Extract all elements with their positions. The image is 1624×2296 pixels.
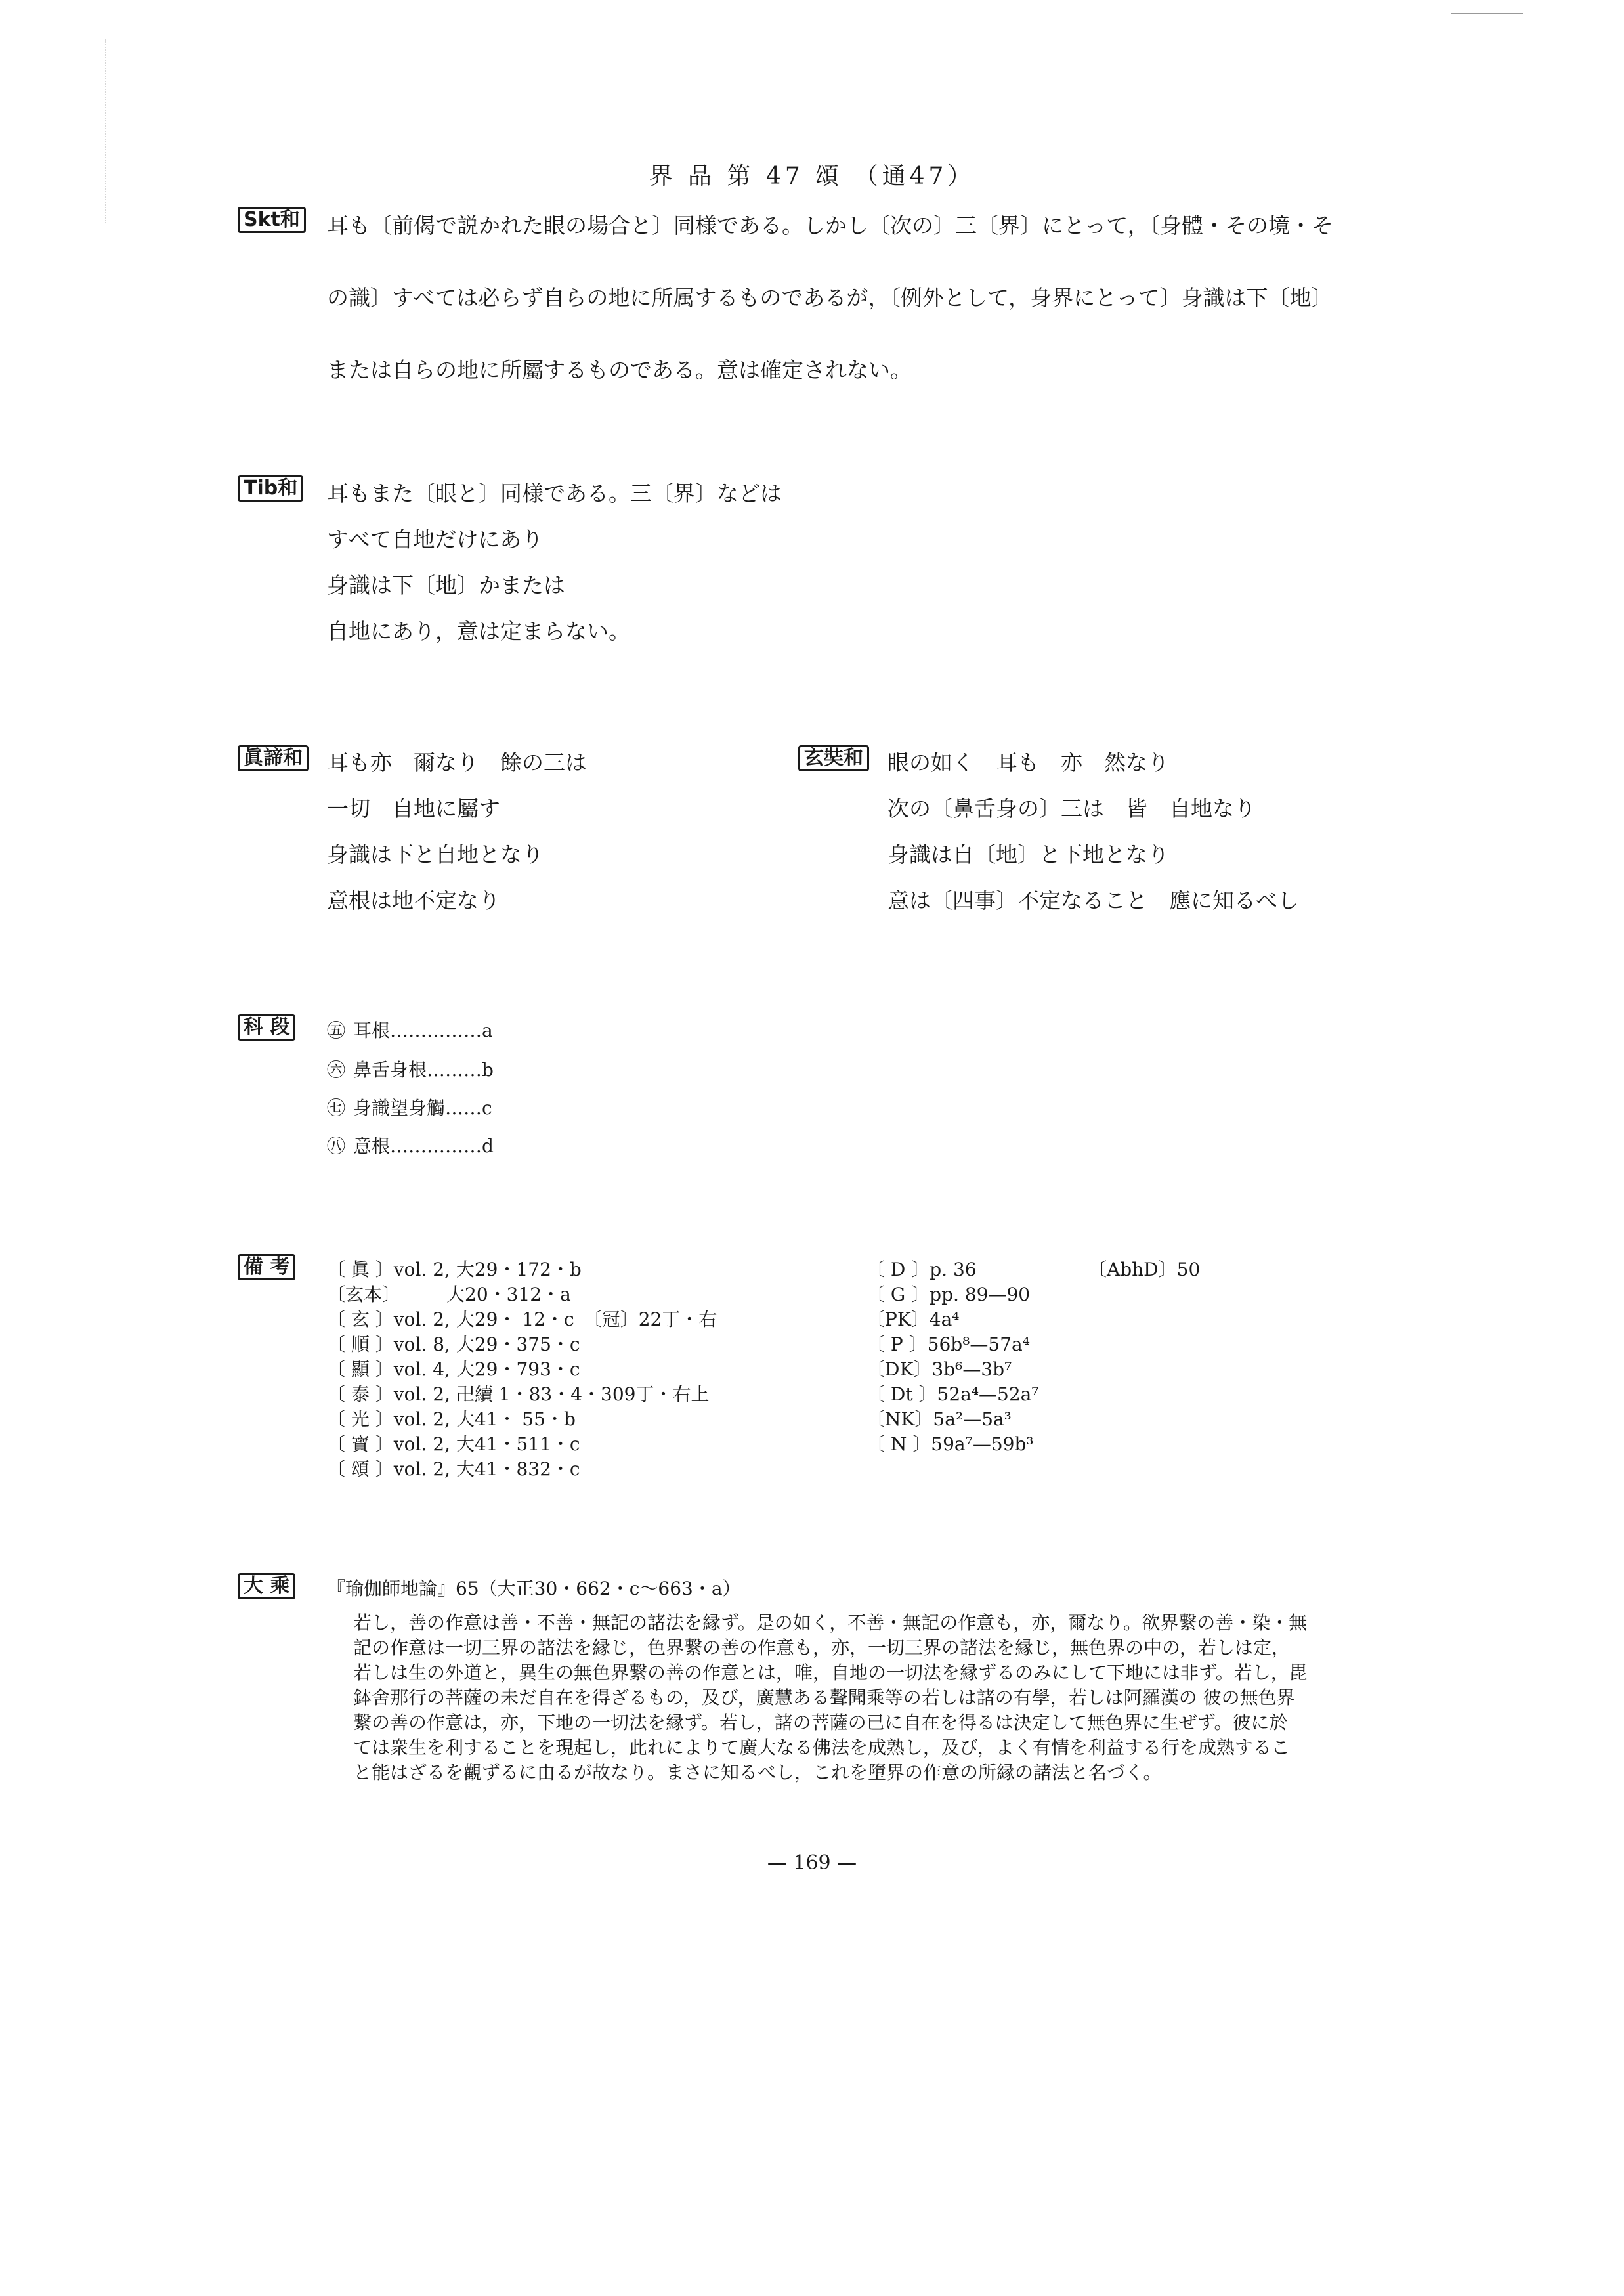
- kadan-item: [327, 1132, 494, 1158]
- xuanzang-line: 眼の如く 耳も 亦 然なり: [887, 750, 1169, 775]
- biko-left-item: 〔 玄 〕vol. 2, 大29・ 12・c 〔冠〕22丁・右: [327, 1309, 717, 1330]
- skt-line: または自らの地に所屬するものである。意は確定されない。: [327, 357, 912, 383]
- daijo-line: 若し，善の作意は善・不善・無記の諸法を縁ず。是の如く，不善・無記の作意も，亦，爾なり。欲界繋の善・染・無: [353, 1612, 1308, 1634]
- kadan-text: 身識望身觸……c: [353, 1097, 492, 1119]
- kadan-label: 科 段: [238, 1014, 295, 1041]
- biko-right-item: 〔 P 〕56b⁸—57a⁴: [866, 1333, 1030, 1355]
- biko-left-item: 〔 頌 〕vol. 2, 大41・832・c: [327, 1458, 580, 1480]
- skt-line: の識〕すべては必らず自らの地に所属するものであるが，〔例外として，身界にとって〕身識は下〔地〕: [327, 285, 1333, 311]
- paramartha-line: 一切 自地に屬す: [327, 796, 500, 821]
- biko-right-item: 〔 D 〕p. 36: [866, 1259, 977, 1280]
- tib-line: 身識は下〔地〕かまたは: [327, 573, 565, 598]
- biko-left-item: 〔 泰 〕vol. 2, 卍續 1・83・4・309丁・右上: [327, 1383, 710, 1405]
- kadan-text: 耳根……………a: [353, 1020, 493, 1041]
- paramartha-line: 耳も亦 爾なり 餘の三は: [327, 750, 587, 775]
- daijo-line: と能はざるを觀ずるに由るが故なり。まさに知るべし，これを墮界の作意の所縁の諸法と名づく。: [353, 1762, 1162, 1783]
- kadan-mark: ㊅: [327, 1059, 346, 1081]
- biko-left-item: 〔 寶 〕vol. 2, 大41・511・c: [327, 1433, 580, 1455]
- kadan-item: [327, 1094, 492, 1120]
- tib-line: 耳もまた〔眼と〕同様である。三〔界〕などは: [327, 481, 782, 506]
- page-number: — 169 —: [767, 1852, 857, 1874]
- paramartha-line: 身識は下と自地となり: [327, 842, 544, 867]
- tib-line: すべて自地だけにあり: [327, 527, 544, 552]
- skt-line: 耳も〔前偈で説かれた眼の場合と〕同様である。しかし〔次の〕三〔界〕にとって，〔身體・その境・そ: [327, 213, 1334, 238]
- biko-right-item: 〔DK〕3b⁶—3b⁷: [866, 1358, 1012, 1380]
- daijo-line: 記の作意は一切三界の諸法を縁じ，色界繋の善の作意も，亦，一切三界の諸法を縁じ，無色界の中の，若しは定，: [353, 1637, 1290, 1658]
- daijo-line: 鉢舍那行の菩薩の未だ自在を得ざるもの，及び，廣慧ある聲聞乘等の若しは諸の有學，若しは阿羅漢の 彼の無色界: [353, 1687, 1295, 1708]
- xuanzang-line: 身識は自〔地〕と下地となり: [887, 842, 1169, 867]
- tib-label: Tib和: [238, 475, 303, 502]
- paramartha-label: 眞諦和: [238, 745, 309, 771]
- biko-right-item: 〔 Dt 〕52a⁴—52a⁷: [866, 1383, 1039, 1405]
- daijo-source: 『瑜伽師地論』65（大正30・662・c～663・a）: [327, 1578, 741, 1599]
- kadan-mark: ㊄: [327, 1020, 346, 1041]
- kadan-item: [327, 1016, 493, 1043]
- page-title: 界 品 第 47 頌 （通47）: [649, 163, 975, 190]
- xuanzang-label: 玄奘和: [798, 745, 869, 771]
- daijo-line: 若しは生の外道と，異生の無色界繋の善の作意とは，唯，自地の一切法を縁ずるのみにして下地には非ず。若し，毘: [353, 1662, 1308, 1683]
- biko-left-item: 〔 光 〕vol. 2, 大41・ 55・b: [327, 1408, 576, 1430]
- biko-left-item: 〔 眞 〕vol. 2, 大29・172・b: [327, 1259, 582, 1280]
- daijo-line: 繋の善の作意は，亦，下地の一切法を縁ず。若し，諸の菩薩の已に自在を得るは決定して無色界に生ぜず。彼に於: [353, 1712, 1288, 1733]
- biko-left-item: 〔 顯 〕vol. 4, 大29・793・c: [327, 1358, 580, 1380]
- scan-artifact: [105, 39, 146, 223]
- daijo-line: ては衆生を利することを現起し，此れによりて廣大なる佛法を成熟し，及び，よく有情を利益する行を成熟するこ: [353, 1737, 1290, 1758]
- biko-right-item: 〔 N 〕59a⁷—59b³: [866, 1433, 1034, 1455]
- kadan-mark: ㊇: [327, 1135, 346, 1157]
- biko-right-item: 〔 G 〕pp. 89—90: [866, 1284, 1031, 1305]
- biko-left-item: 〔玄本〕 大20・312・a: [327, 1284, 571, 1305]
- biko-label: 備 考: [238, 1254, 295, 1280]
- kadan-mark: ㊆: [327, 1097, 346, 1119]
- kadan-text: 意根……………d: [353, 1135, 494, 1157]
- scan-artifact-line: [1451, 13, 1523, 14]
- biko-right-item: 〔PK〕4a⁴: [866, 1309, 960, 1330]
- biko-left-item: 〔 順 〕vol. 8, 大29・375・c: [327, 1333, 580, 1355]
- kadan-item: [327, 1056, 494, 1082]
- biko-abhd: 〔AbhD〕50: [1088, 1259, 1201, 1280]
- xuanzang-line: 意は〔四事〕不定なること 應に知るべし: [887, 888, 1299, 913]
- biko-right-item: 〔NK〕5a²—5a³: [866, 1408, 1012, 1430]
- daijo-label: 大 乘: [238, 1573, 295, 1599]
- skt-label: Skt和: [238, 207, 306, 233]
- kadan-text: 鼻舌身根………b: [353, 1059, 494, 1081]
- tib-line: 自地にあり，意は定まらない。: [327, 618, 630, 644]
- xuanzang-line: 次の〔鼻舌身の〕三は 皆 自地なり: [887, 796, 1256, 821]
- paramartha-line: 意根は地不定なり: [327, 888, 500, 913]
